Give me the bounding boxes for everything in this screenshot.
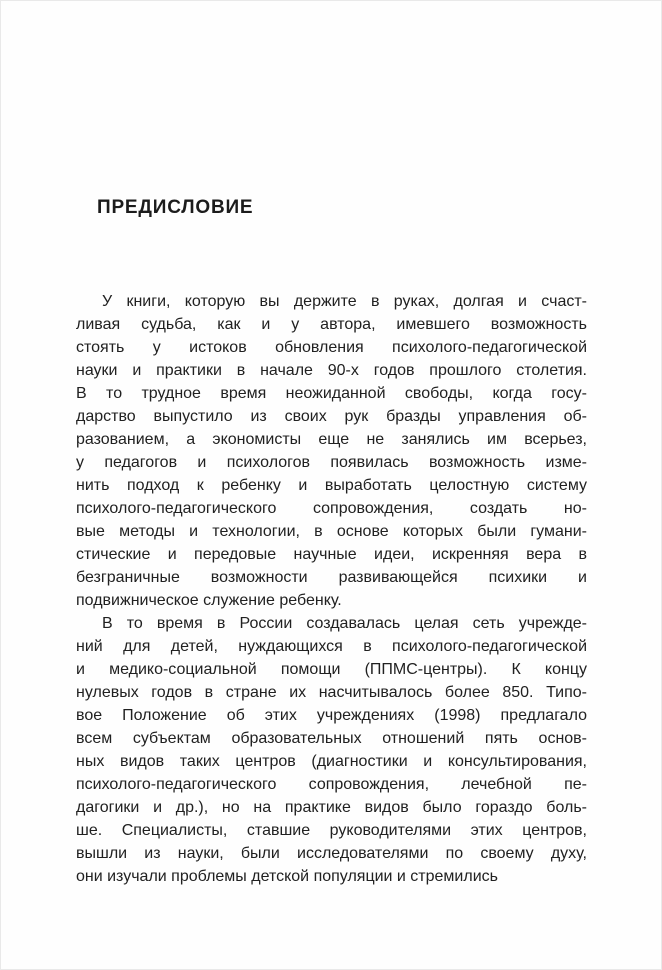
paragraph-1 xyxy=(76,290,587,612)
body-text xyxy=(76,290,587,888)
text-line: ше. Специалисты, ставшие руководителями этих центров, xyxy=(76,822,587,839)
text-line: разованием, а экономисты еще не занялись им всерьез, xyxy=(76,431,587,448)
text-line: науки и практики в начале 90-х годов прошлого столетия. xyxy=(76,362,587,379)
text-line: ных видов таких центров (диагностики и консультирования, xyxy=(76,753,587,770)
text-line: психолого-педагогического сопровождения, лечебной пе- xyxy=(76,776,587,793)
text-line: и медико-социальной помощи (ППМС-центры). К концу xyxy=(76,661,587,678)
text-line: У книги, которую вы держите в руках, долгая и счаст- xyxy=(102,293,587,310)
text-line: безграничные возможности развивающейся психики и xyxy=(76,569,587,586)
text-line: ливая судьба, как и у автора, имевшего возможность xyxy=(76,316,587,333)
text-line: психолого-педагогического сопровождения, создать но- xyxy=(76,500,587,517)
text-line: В то трудное время неожиданной свободы, когда госу- xyxy=(76,385,587,402)
text-line: ний для детей, нуждающихся в психолого-педагогической xyxy=(76,638,587,655)
text-line: вое Положение об этих учреждениях (1998) предлагало xyxy=(76,707,587,724)
text-line: дарство выпустило из своих рук бразды управления об- xyxy=(76,408,587,425)
paragraph-2 xyxy=(76,612,587,888)
text-line: подвижническое служение ребенку. xyxy=(76,592,342,609)
text-line: стоять у истоков обновления психолого-педагогической xyxy=(76,339,587,356)
page-title: ПРЕДИСЛОВИЕ xyxy=(97,197,254,218)
text-line: вые методы и технологии, в основе которых были гумани- xyxy=(76,523,587,540)
text-line: у педагогов и психологов появилась возможность изме- xyxy=(76,454,587,471)
text-line: всем субъектам образовательных отношений пять основ- xyxy=(76,730,587,747)
text-line: В то время в России создавалась целая сеть учрежде- xyxy=(102,615,587,632)
text-line: нить подход к ребенку и выработать целостную систему xyxy=(76,477,587,494)
text-line: нулевых годов в стране их насчитывалось более 850. Типо- xyxy=(76,684,587,701)
text-line: дагогики и др.), но на практике видов было гораздо боль- xyxy=(76,799,587,816)
text-line: стические и передовые научные идеи, искренняя вера в xyxy=(76,546,587,563)
text-line: вышли из науки, были исследователями по своему духу, xyxy=(76,845,587,862)
text-line: они изучали проблемы детской популяции и стремились xyxy=(76,868,498,885)
